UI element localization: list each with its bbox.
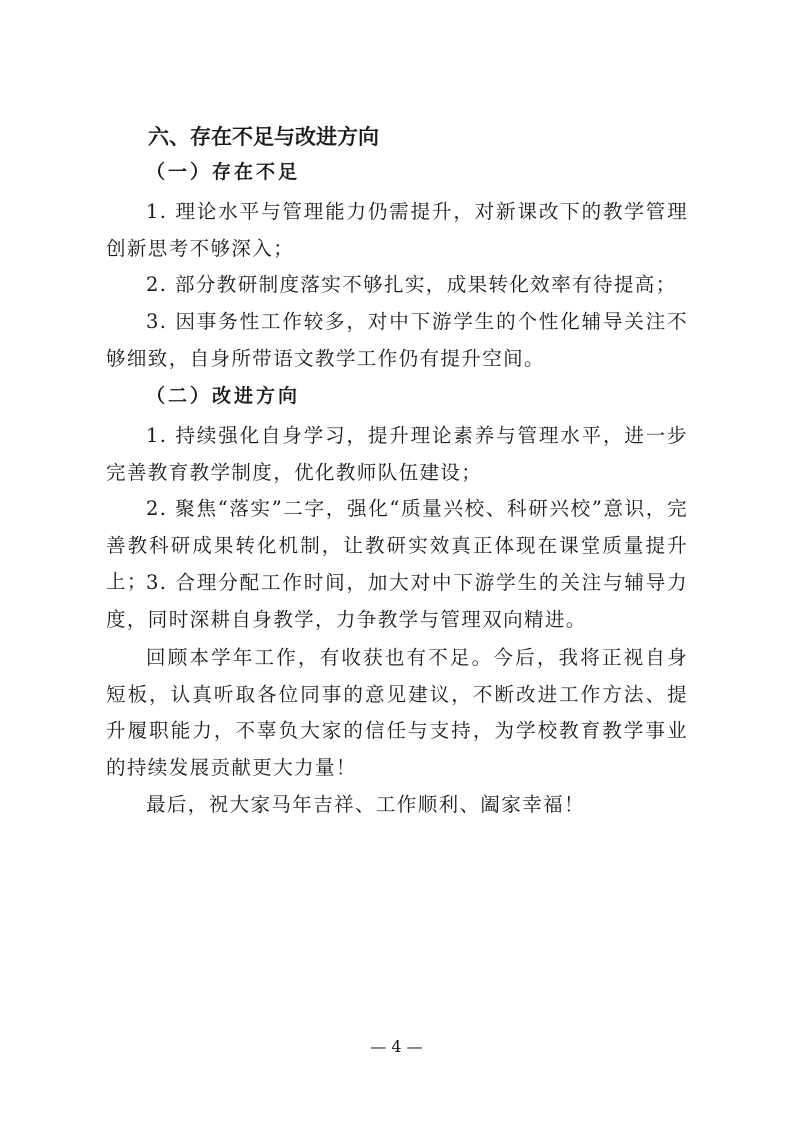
shortcomings-subheading: （一）存在不足 xyxy=(146,161,301,183)
improvement-item-2: 2. 聚焦“落实”二字，强化“质量兴校、科研兴校”意识，完善教科研成果转化机制，让教研实效真正体现在课堂质量提升上； xyxy=(106,497,688,593)
closing-wishes: 最后，祝大家马年吉祥、工作顺利、阖家幸福！ xyxy=(146,793,585,816)
improvement-item-1: 1. 持续强化自身学习，提升理论素养与管理水平，进一步完善教育教学制度，优化教师队伍建设； xyxy=(106,424,688,484)
improvement-item-3: 3. 合理分配工作时间，加大对中下游学生的关注与辅导力度，同时深耕自身教学，力争教学与管理双向精进。 xyxy=(106,571,688,631)
improvements-subheading: （二）改进方向 xyxy=(146,385,301,407)
page-number: — 4 — xyxy=(370,1037,423,1056)
section-heading: 六、存在不足与改进方向 xyxy=(148,125,379,149)
shortcoming-item-3: 3. 因事务性工作较多，对中下游学生的个性化辅导关注不够细致，自身所带语文教学工作仍有提升空间。 xyxy=(106,310,688,370)
closing-paragraph: 回顾本学年工作，有收获也有不足。今后，我将正视自身短板，认真听取各位同事的意见建议，不断改进工作方法、提升履职能力，不辜负大家的信任与支持，为学校教育教学事业的持续发展贡献更大力量！ xyxy=(106,646,688,779)
shortcoming-item-2: 2. 部分教研制度落实不够扎实，成果转化效率有待提高； xyxy=(146,273,677,296)
shortcoming-item-1: 1. 理论水平与管理能力仍需提升，对新课改下的教学管理创新思考不够深入； xyxy=(106,200,688,260)
